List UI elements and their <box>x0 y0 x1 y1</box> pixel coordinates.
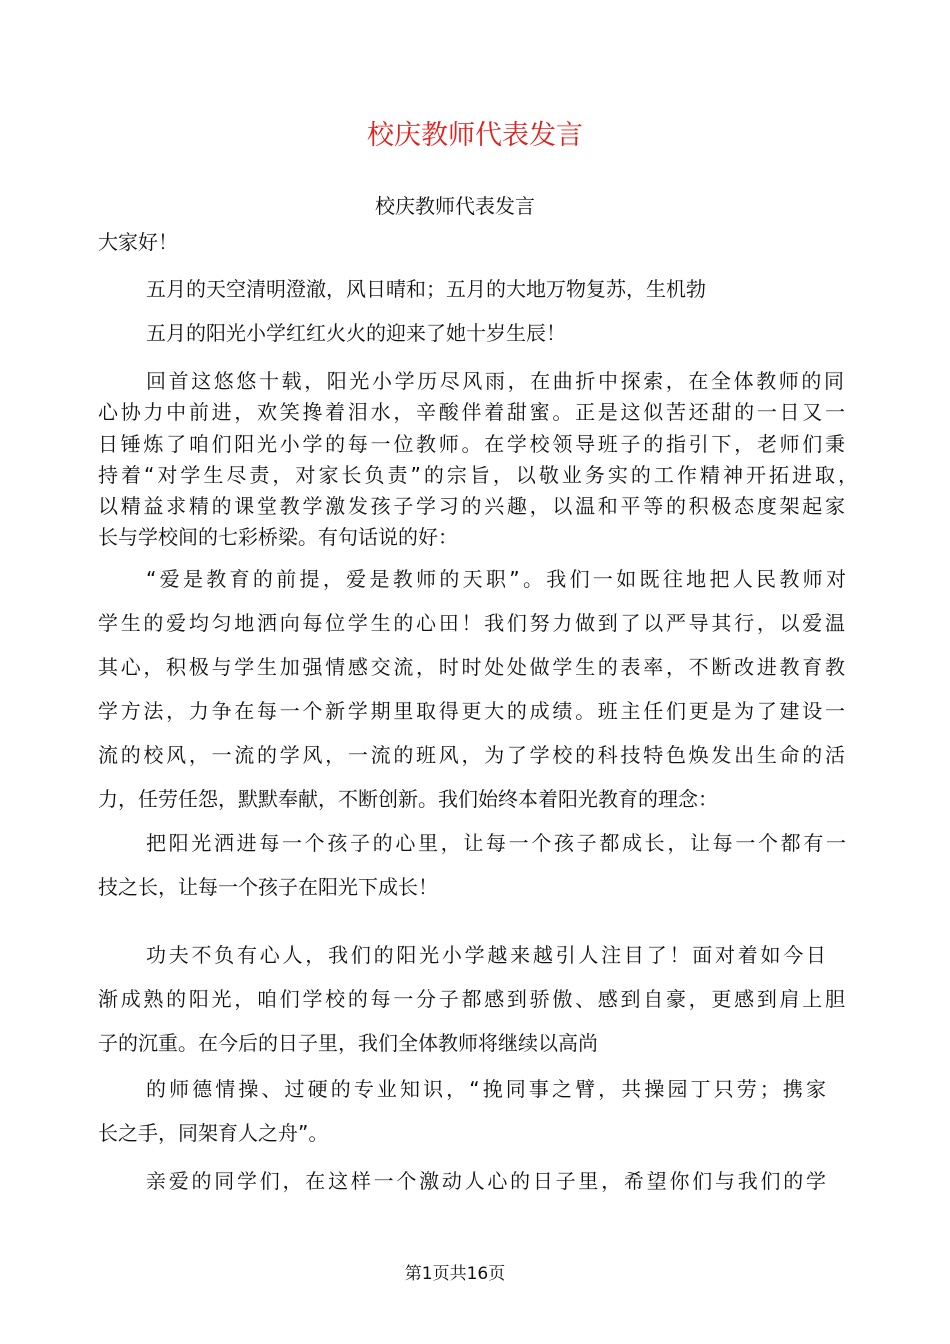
body-line: 以精益求精的课堂教学激发孩子学习的兴趣，以温和平等的积极态度架起家 <box>98 494 845 518</box>
page-number: 第1页共16页 <box>404 1264 506 1284</box>
body-line: 学方法，力争在每一个新学期里取得更大的成绩。班主任们更是为了建设一 <box>98 699 845 723</box>
body-line: 回首这悠悠十载，阳光小学历尽风雨，在曲折中探索，在全体教师的同 <box>146 369 844 393</box>
body-line: 功夫不负有心人，我们的阳光小学越来越引人注目了！面对着如今日 <box>146 943 826 967</box>
body-line: 流的校风，一流的学风，一流的班风，为了学校的科技特色焕发出生命的活 <box>98 743 845 767</box>
body-line: 把阳光洒进每一个孩子的心里，让每一个孩子都成长，让每一个都有一 <box>146 831 846 855</box>
body-line: 五月的阳光小学红红火火的迎来了她十岁生辰！ <box>146 321 566 345</box>
body-line: “爱是教育的前提，爱是教师的天职”。我们一如既往地把人民教师对 <box>146 567 846 591</box>
body-line: 其心，积极与学生加强情感交流，时时处处做学生的表率，不断改进教育教 <box>98 655 845 679</box>
body-line: 长之手，同架育人之舟”。 <box>98 1121 329 1145</box>
body-line: 学生的爱均匀地洒向每位学生的心田！我们努力做到了以严导其行，以爱温 <box>98 611 845 635</box>
body-line: 长与学校间的七彩桥梁。有句话说的好： <box>98 525 458 549</box>
body-line: 渐成熟的阳光，咱们学校的每一分子都感到骄傲、感到自豪，更感到肩上胆 <box>98 987 845 1011</box>
body-line: 技之长，让每一个孩子在阳光下成长！ <box>98 875 438 899</box>
body-line: 持着“对学生尽责，对家长负责”的宗旨，以敬业务实的工作精神开拓进取， <box>98 463 858 487</box>
body-line: 力，任劳任怨，默默奉献，不断创新。我们始终本着阳光教育的理念： <box>98 787 718 811</box>
body-line: 五月的天空清明澄澈，风日晴和；五月的大地万物复苏，生机勃 <box>146 277 706 301</box>
body-line: 的师德情操、过硬的专业知识，“挽同事之臂，共操园丁只劳；携家 <box>146 1077 826 1101</box>
document-subtitle: 校庆教师代表发言 <box>375 194 535 218</box>
document-title: 校庆教师代表发言 <box>367 120 583 151</box>
body-line: 心协力中前进，欢笑搀着泪水，辛酸伴着甜蜜。正是这似苦还甜的一日又一 <box>98 400 845 424</box>
body-line: 亲爱的同学们，在这样一个激动人心的日子里，希望你们与我们的学 <box>146 1169 826 1193</box>
body-line: 大家好！ <box>98 230 178 254</box>
body-line: 日锤炼了咱们阳光小学的每一位教师。在学校领导班子的指引下，老师们秉 <box>98 432 845 456</box>
body-line: 子的沉重。在今后的日子里，我们全体教师将继续以高尚 <box>98 1031 598 1055</box>
